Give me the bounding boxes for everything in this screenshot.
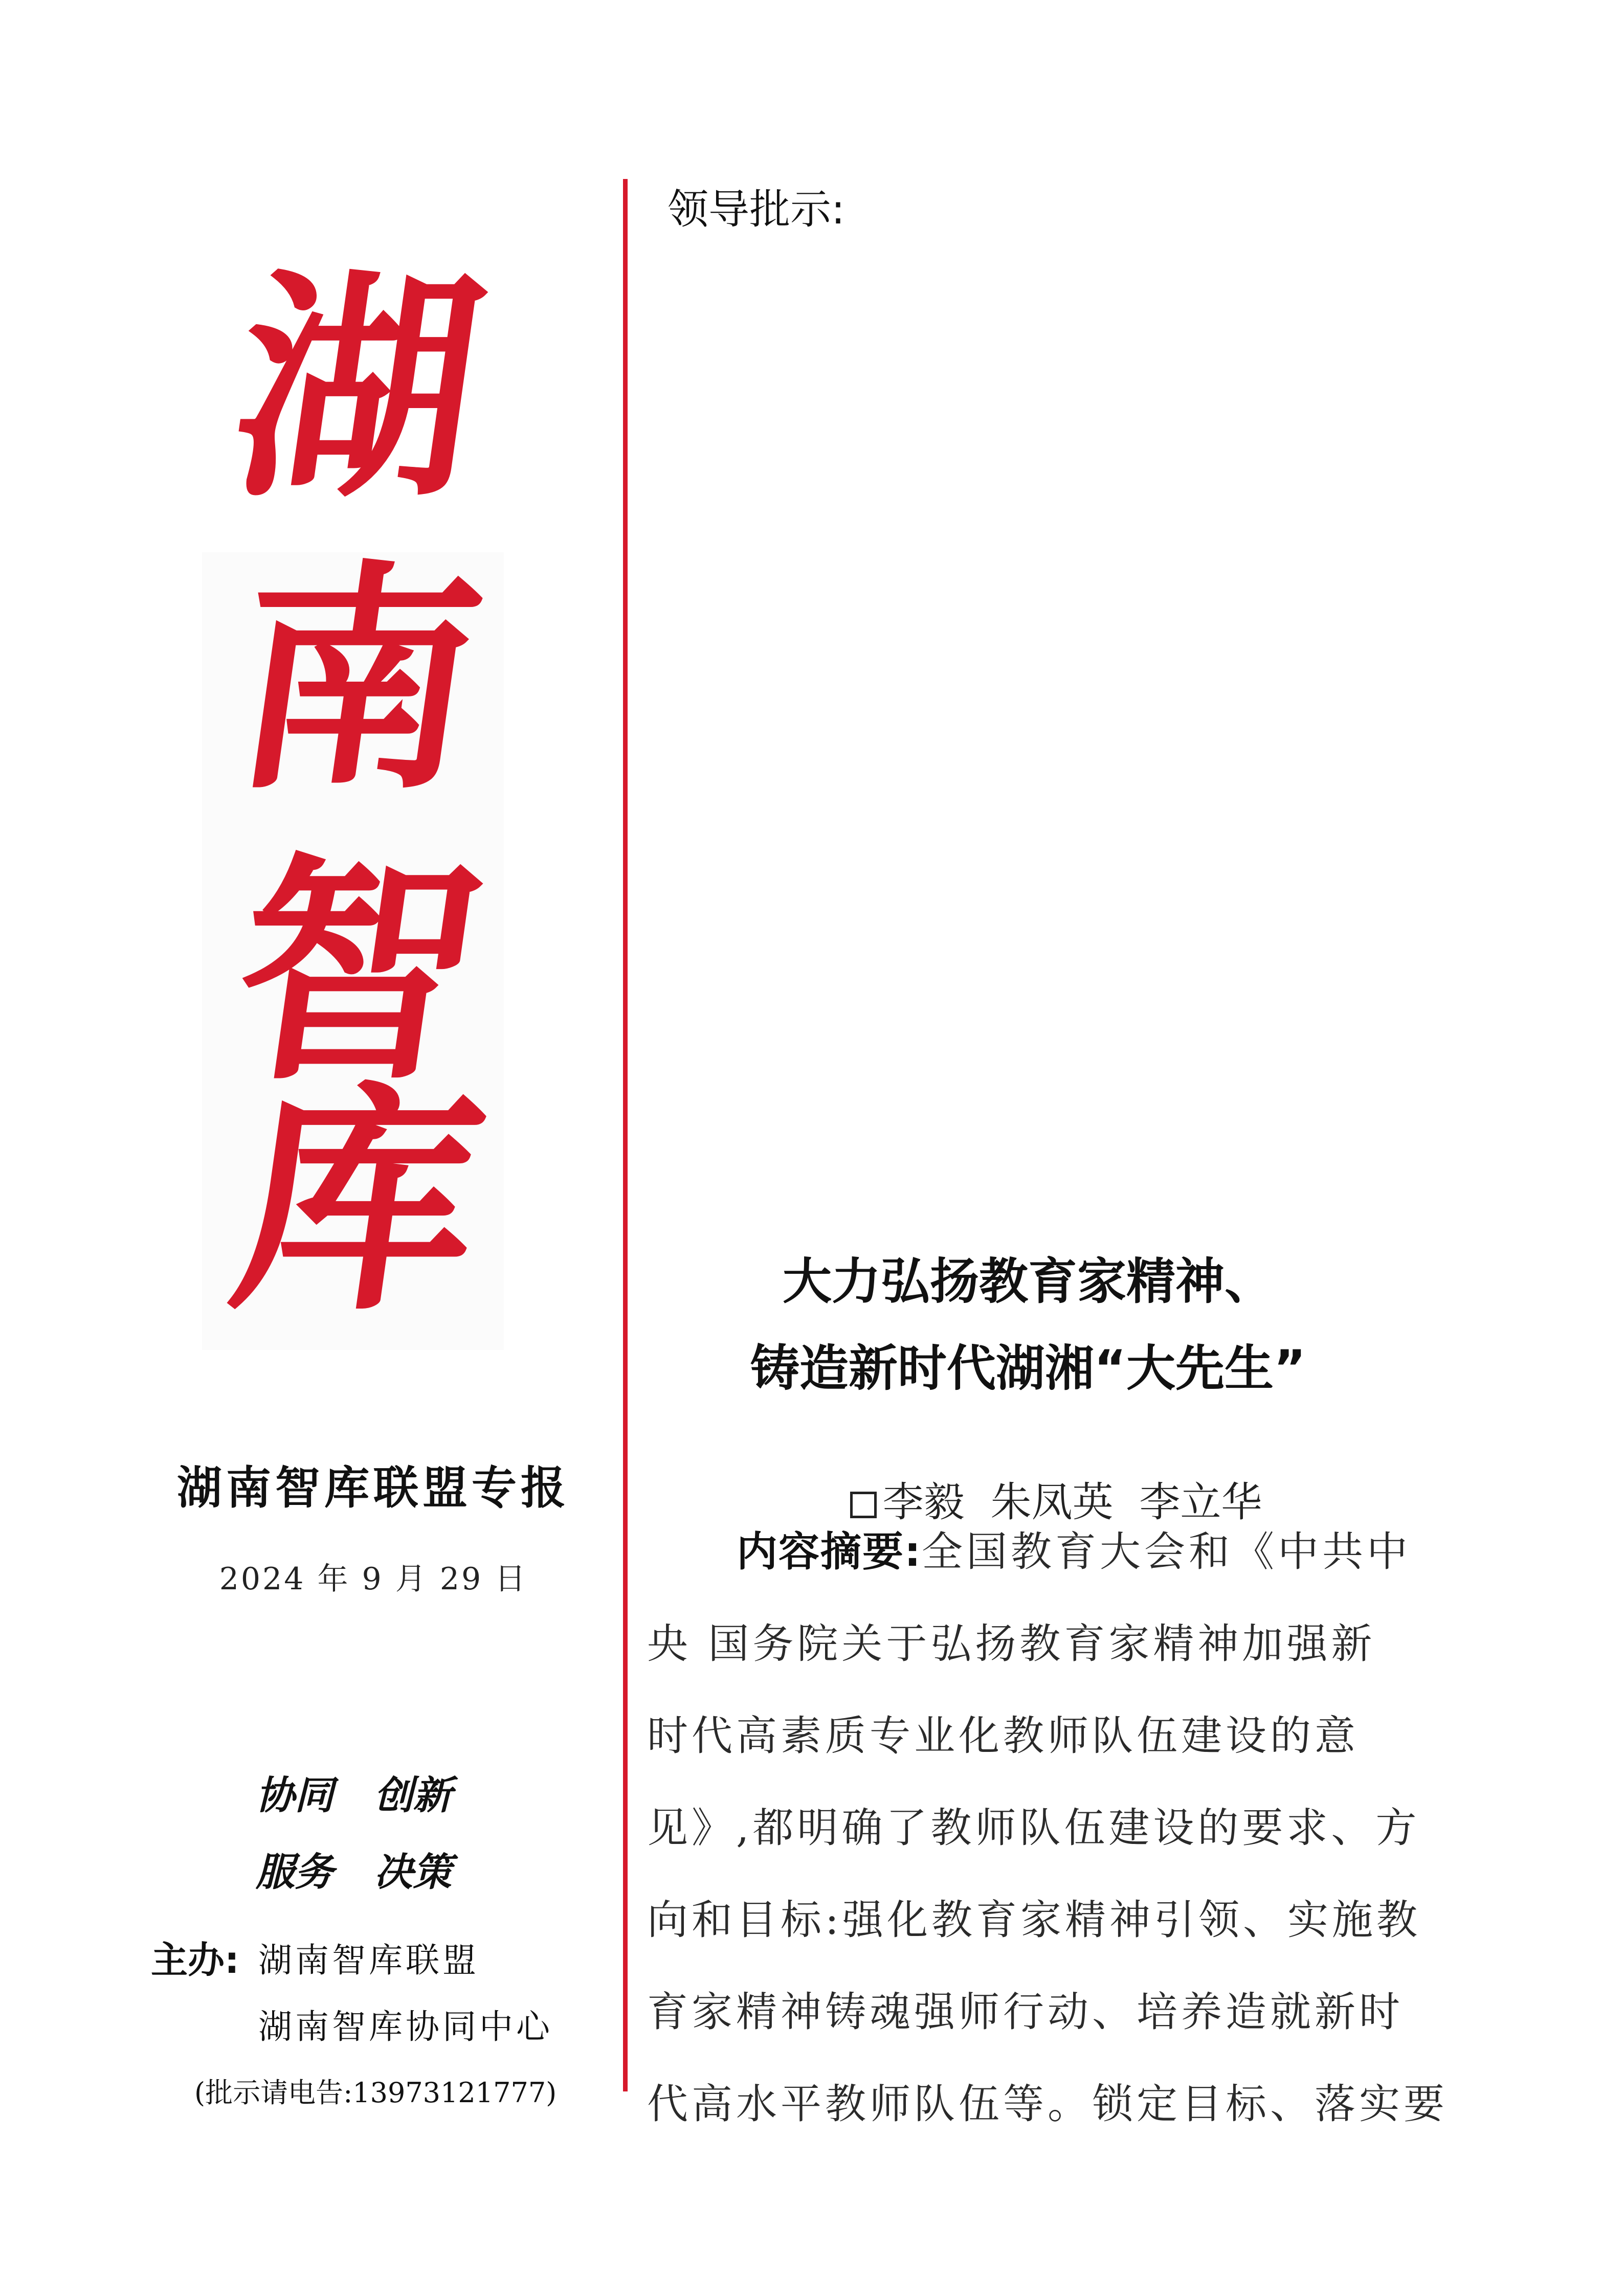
abstract-line: 央 国务院关于弘扬教育家精神加强新 [647,1620,1376,1668]
instruction-label: 领导批示: [668,186,845,233]
authors: 李毅 朱凤英 李立华 [882,1478,1262,1526]
calligraphy-char-nan: 南 [218,539,498,821]
abstract [647,1506,1448,2150]
article-title-line-2: 铸造新时代湖湘“大先生” [750,1340,1306,1397]
abstract-text: 全国教育大会和《中共中 [922,1528,1411,1575]
publication-date: 2024 年 9 月 29 日 [219,1561,528,1597]
abstract-line: 育家精神铸魂强师行动、培养造就新时 [647,1988,1404,2036]
contact-note: (批示请电告:13973121777) [194,2077,557,2109]
calligraphy-char-ku: 库 [218,1061,498,1343]
motto-line-1: 协同 创新 [256,1772,452,1818]
calligraphy-char-hu: 湖 [218,247,498,530]
abstract-line [647,1506,1411,1598]
abstract-line: 向和目标:强化教育家精神引领、实施教 [647,1896,1421,1944]
abstract-line: 见》,都明确了教师队伍建设的要求、方 [647,1804,1420,1852]
publication-title: 湖南智库联盟专报 [176,1461,570,1514]
motto-line-2: 服务 决策 [256,1849,452,1895]
host-org-1: 湖南智库联盟 [258,1941,479,1980]
article-title-line-1: 大力弘扬教育家精神、 [783,1253,1274,1310]
host-label: 主办: [151,1939,239,1982]
host-org-2: 湖南智库协同中心 [258,2007,553,2046]
abstract-line: 代高水平教师队伍等。锁定目标、落实要 [647,2080,1448,2128]
abstract-label: 内容摘要: [737,1528,922,1575]
calligraphy-char-zhi: 智 [218,830,498,1113]
abstract-line: 时代高素质专业化教师队伍建设的意 [647,1712,1359,1760]
red-divider [623,179,628,2091]
